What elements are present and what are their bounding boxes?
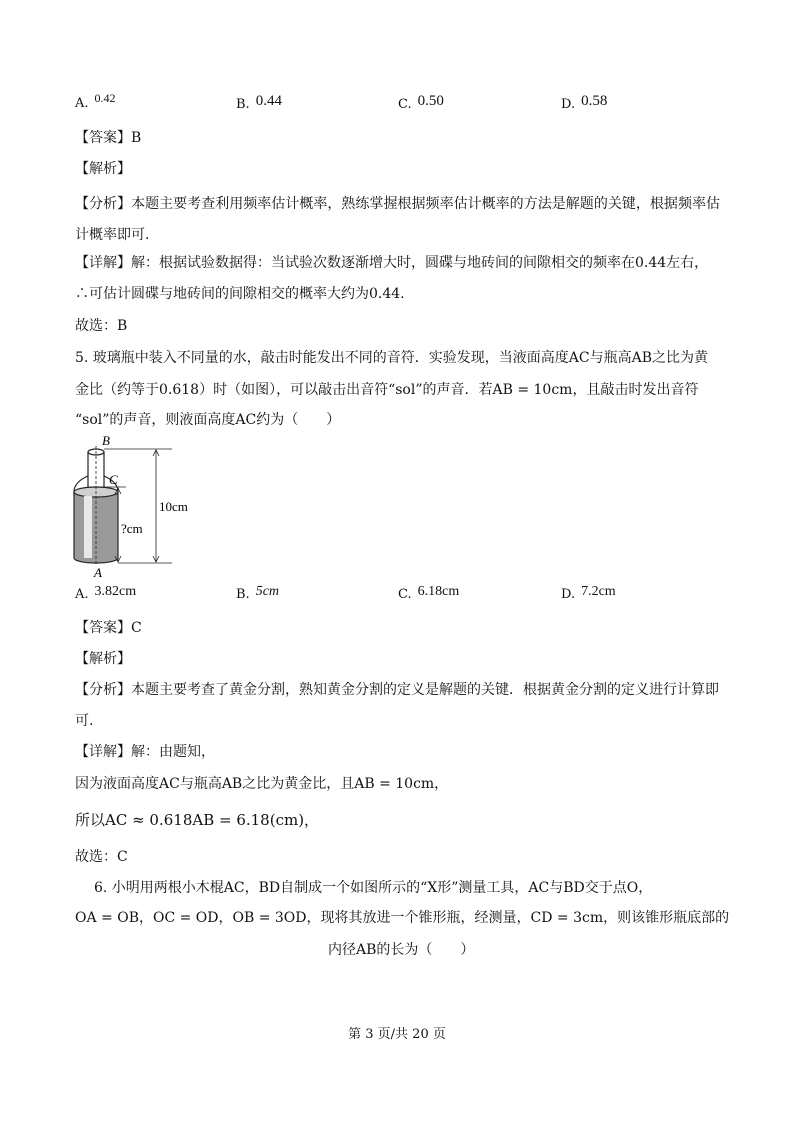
q4-option-c xyxy=(398,93,444,113)
label-a: A xyxy=(94,565,102,580)
option-letter: A. xyxy=(75,96,89,111)
option-value: 0.44 xyxy=(255,93,282,109)
q6-stem-line-2: OA = OB，OC = OD，OB = 3OD，现将其放进一个锥形瓶，经测量，CD = 3cm，则该锥形瓶底部的 xyxy=(75,910,730,926)
q5-detail: 【详解】解：由题知， xyxy=(75,744,215,760)
option-letter: D. xyxy=(561,587,576,602)
page-footer: 第 3 页/共 20 页 xyxy=(348,1027,446,1042)
q4-detail-2: ∴可估计圆碟与地砖间的间隙相交的概率大约为0.44. xyxy=(75,286,405,302)
option-value: 3.82cm xyxy=(94,584,137,599)
option-letter: D. xyxy=(561,97,576,112)
label-c: C xyxy=(109,472,118,487)
q4-answer: 【答案】B xyxy=(75,130,142,146)
option-value: 0.50 xyxy=(417,93,444,109)
q5-answer: 【答案】C xyxy=(75,620,142,636)
q5-option-c xyxy=(398,584,460,603)
q4-detail-1: 【详解】解：根据试验数据得：当试验次数逐渐增大时，圆碟与地砖间的间隙相交的频率在0.44左右， xyxy=(75,255,709,271)
q5-jiexi-heading: 【解析】 xyxy=(75,651,131,667)
q5-stem-line-3: “sol”的声音，则液面高度AC约为（ ） xyxy=(75,412,341,428)
option-value: 5cm xyxy=(255,584,280,599)
option-value: 7.2cm xyxy=(581,584,616,599)
option-letter: C. xyxy=(398,97,412,112)
q4-option-a xyxy=(75,91,116,111)
option-value: 6.18cm xyxy=(417,584,460,599)
q5-option-a xyxy=(75,584,137,603)
option-value: 0.58 xyxy=(581,93,608,109)
q5-stem-line-1: 5. 玻璃瓶中装入不同量的水，敲击时能发出不同的音符．实验发现，当液面高度AC与瓶高AB之比为黄 xyxy=(75,350,709,366)
option-letter: B. xyxy=(236,587,250,602)
q4-option-b xyxy=(236,93,282,113)
q5-option-d xyxy=(561,584,616,603)
q4-jiexi-heading: 【解析】 xyxy=(75,161,131,177)
option-letter: B. xyxy=(236,97,250,112)
q5-choice: 故选：C xyxy=(75,849,128,865)
q4-option-d xyxy=(561,93,608,113)
q5-analysis-1: 【分析】本题主要考查了黄金分割，熟知黄金分割的定义是解题的关键．根据黄金分割的定义进行计算即 xyxy=(75,682,719,698)
q4-analysis: 【分析】本题主要考查利用频率估计概率，熟练掌握根据频率估计概率的方法是解题的关键，根据频率估计概率即可. xyxy=(75,196,720,243)
q6-stem-line-3: 内径AB的长为（ ） xyxy=(328,942,475,958)
q5-analysis-2: 可. xyxy=(75,713,94,729)
q5-stem-line-2: 金比（约等于0.618）时（如图），可以敲击出音符“sol”的声音．若AB = 10cm，且敲击时发出音符 xyxy=(75,382,699,398)
q5-step-1: 因为液面高度AC与瓶高AB之比为黄金比，且AB = 10cm， xyxy=(75,776,449,792)
option-letter: A. xyxy=(75,587,89,602)
label-10cm: 10cm xyxy=(159,499,188,514)
option-value: 0.42 xyxy=(94,91,116,105)
label-unknown-cm: ?cm xyxy=(121,521,143,536)
q4-choice: 故选：B xyxy=(75,318,128,334)
label-b: B xyxy=(102,433,110,448)
q5-step-2: 所以AC ≈ 0.618AB = 6.18(cm)， xyxy=(75,811,320,829)
q5-option-b xyxy=(236,584,280,603)
option-letter: C. xyxy=(398,587,412,602)
q6-stem-line-1: 6. 小明用两根小木棍AC，BD自制成一个如图所示的“X形”测量工具，AC与BD交于点O， xyxy=(94,880,653,896)
bottle-figure xyxy=(68,432,208,580)
